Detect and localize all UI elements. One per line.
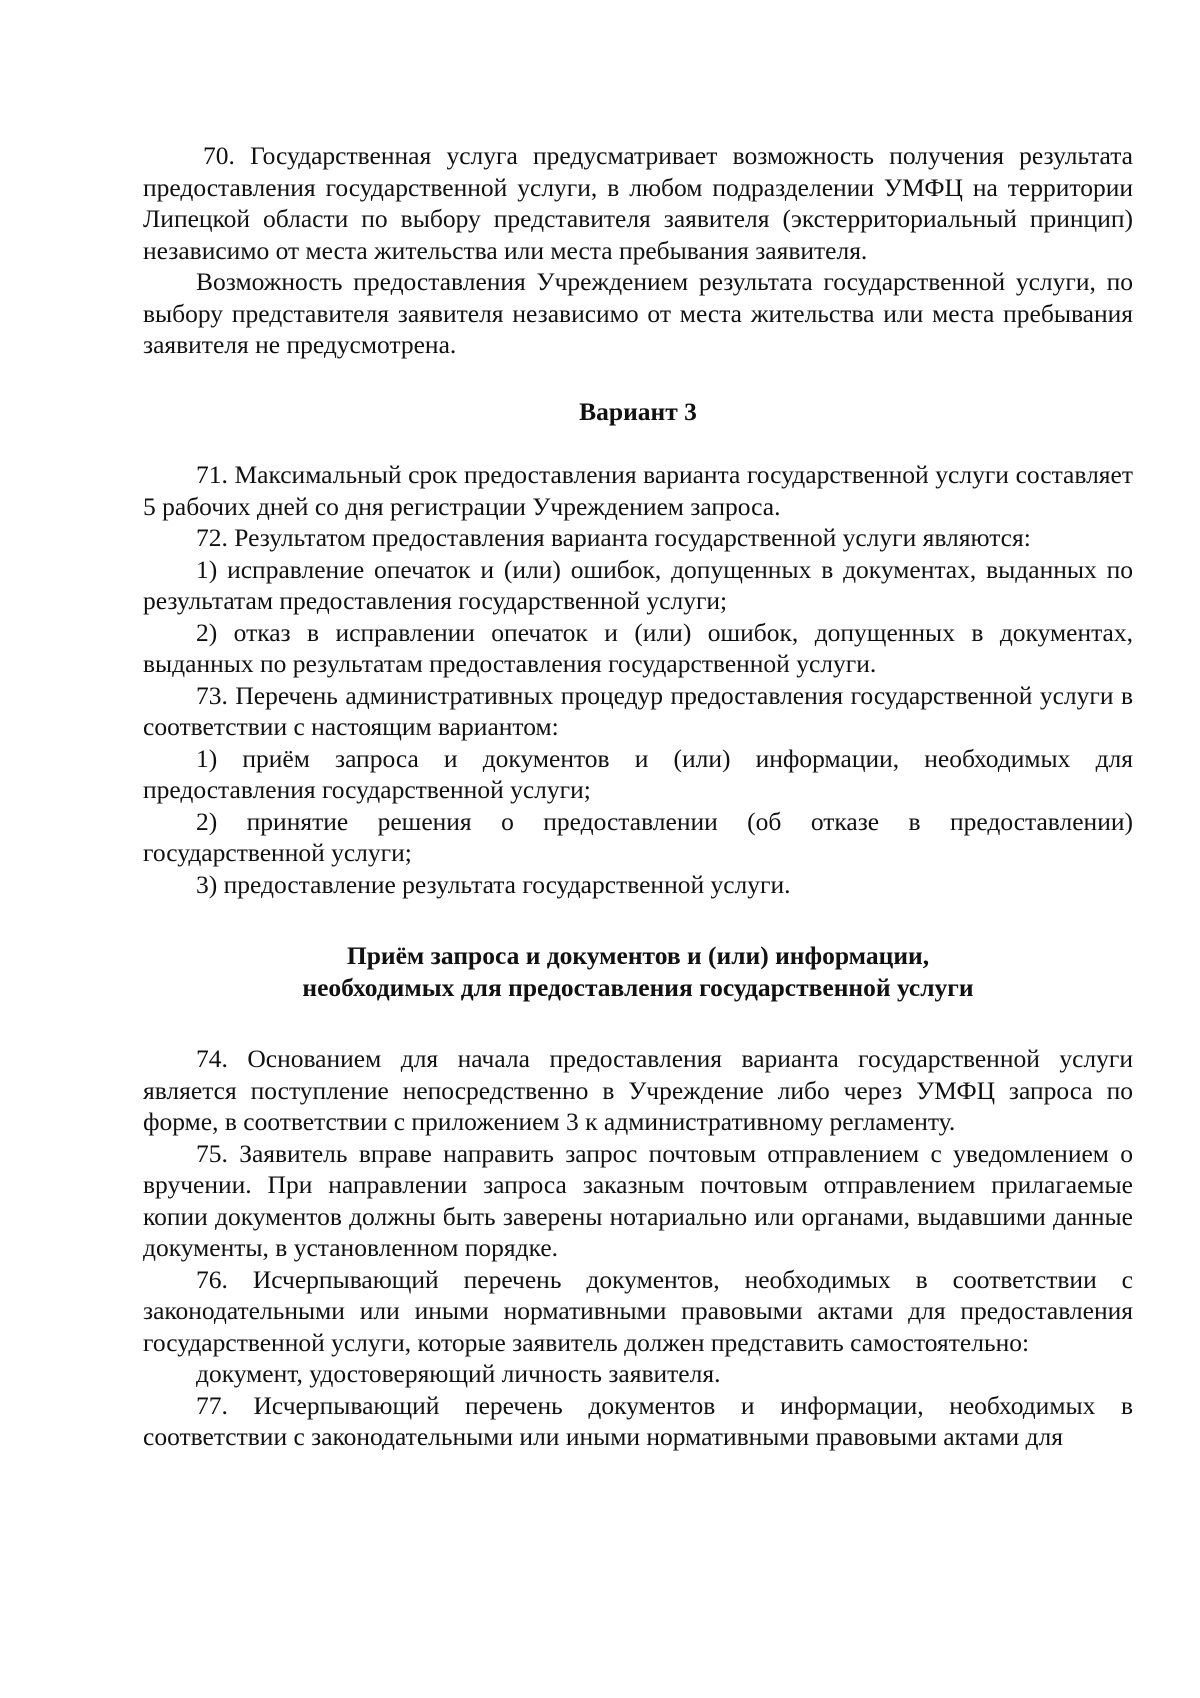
paragraph-73-item-1: 1) приём запроса и документов и (или) информации, необходимых для предоставления государственной услуги; <box>143 743 1133 804</box>
paragraph-75: 75. Заявитель вправе направить запрос почтовым отправлением с уведомлением о вручении. При направлении запроса заказным почтовым отправлением прилагаемые копии документов должны быть заверены нотариально или органами, выдавшими данные документы, в установленном порядке. <box>143 1138 1133 1262</box>
paragraph-72-item-1: 1) исправление опечаток и (или) ошибок, допущенных в документах, выданных по результатам предоставления государственной услуги; <box>143 554 1133 615</box>
paragraph-73-item-2: 2) принятие решения о предоставлении (об отказе в предоставлении) государственной услуги; <box>143 806 1133 867</box>
paragraph-73: 73. Перечень административных процедур предоставления государственной услуги в соответствии с настоящим вариантом: <box>143 680 1133 741</box>
paragraph-70-continuation: Возможность предоставления Учреждением результата государственной услуги, по выбору представителя заявителя независимо от места жительства или места пребывания заявителя не предусмотрена. <box>143 267 1133 359</box>
document-page <box>143 140 1133 1453</box>
section-heading <box>143 940 1133 1003</box>
paragraph-73-item-3: 3) предоставление результата государственной услуги. <box>196 869 791 899</box>
paragraph-77: 77. Исчерпывающий перечень документов и информации, необходимых в соответствии с законодательными или иными нормативными правовыми актами для <box>143 1390 1133 1451</box>
paragraph-72-item-2: 2) отказ в исправлении опечаток и (или) ошибок, допущенных в документах, выданных по результатам предоставления государственной услуги. <box>143 617 1133 678</box>
section-heading-line-1: Приём запроса и документов и (или) информации, <box>346 941 930 970</box>
paragraph-70: 70. Государственная услуга предусматривает возможность получения результата предоставления государственной услуги, в любом подразделении УМФЦ на территории Липецкой области по выбору представителя заявителя (экстерриториальный принцип) независимо от места жительства или места пребывания заявителя. <box>143 141 1133 265</box>
paragraph-71: 71. Максимальный срок предоставления варианта государственной услуги составляет 5 рабочих дней со дня регистрации Учреждением запроса. <box>143 460 1133 521</box>
paragraph-74: 74. Основанием для начала предоставления варианта государственной услуги является поступление непосредственно в Учреждение либо через УМФЦ запроса по форме, в соответствии с приложением 3 к административному регламенту. <box>143 1044 1133 1136</box>
section-heading-line-2: необходимых для предоставления государственной услуги <box>302 972 974 1002</box>
variant-heading: Вариант 3 <box>579 396 697 426</box>
paragraph-76-item: документ, удостоверяющий личность заявителя. <box>196 1359 721 1388</box>
paragraph-76: 76. Исчерпывающий перечень документов, необходимых в соответствии с законодательными или иными нормативными правовыми актами для предоставления государственной услуги, которые заявитель должен представить самостоятельно: <box>143 1264 1133 1357</box>
paragraph-72: 72. Результатом предоставления варианта государственной услуги являются: <box>196 523 1031 552</box>
